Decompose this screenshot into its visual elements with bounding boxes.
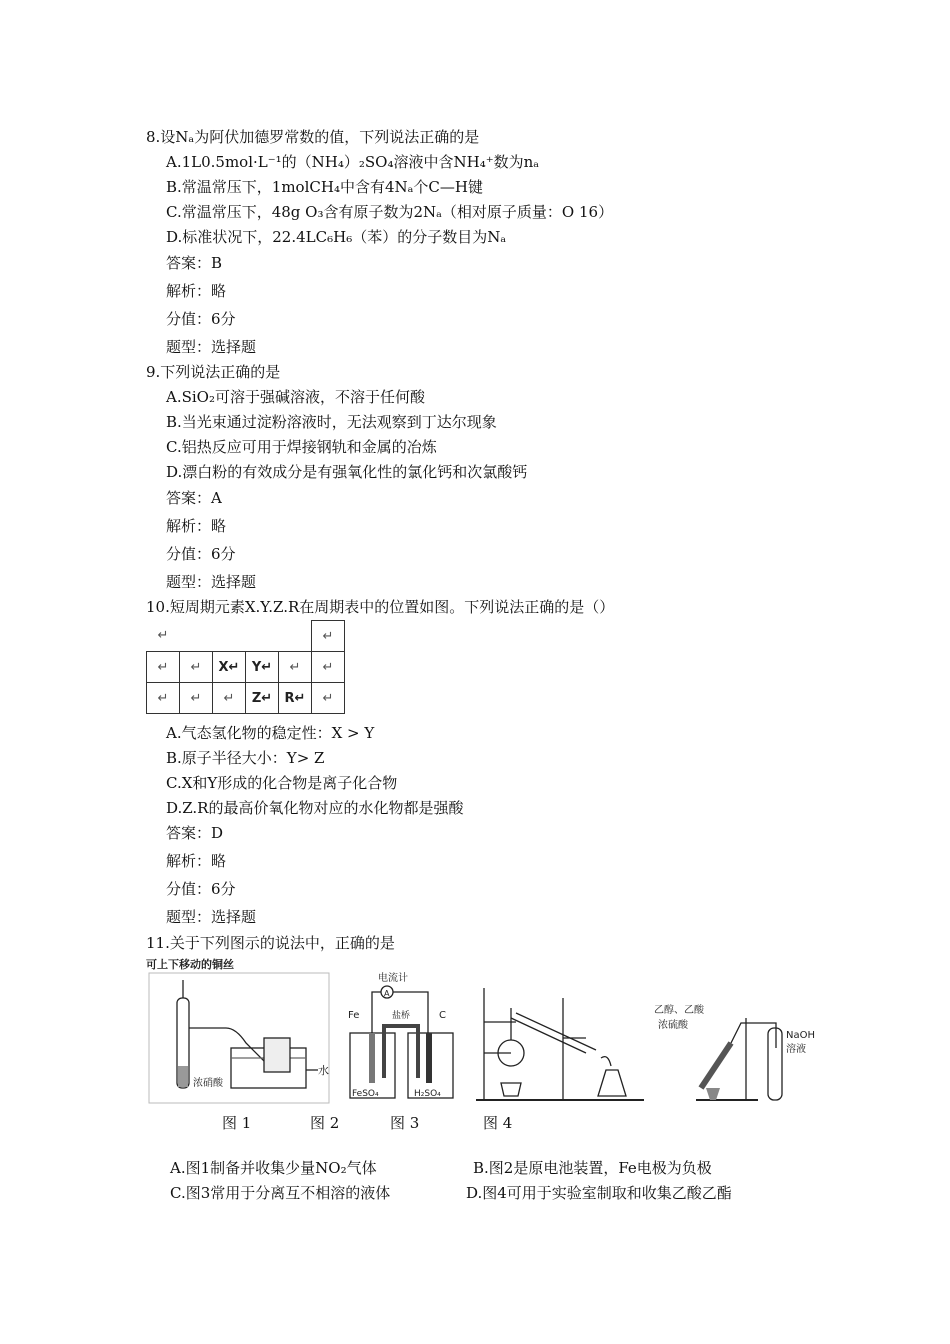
table-cell — [180, 621, 213, 652]
periodic-table-fragment — [146, 620, 345, 714]
table-cell: ↵ — [312, 652, 345, 683]
fig-label-conc-nitric: 浓硝酸 — [193, 1078, 223, 1089]
table-cell: ↵ — [279, 652, 312, 683]
caption-fig-3: 图 3 — [390, 1114, 420, 1132]
table-cell — [213, 621, 246, 652]
q11-option-c: C.图3常用于分离互不相溶的液体 — [170, 1184, 391, 1202]
q10-stem: 10.短周期元素X.Y.Z.R在周期表中的位置如图。下列说法正确的是（） — [146, 598, 615, 616]
q11-option-d: D.图4可用于实验室制取和收集乙酸乙酯 — [466, 1184, 732, 1202]
table-cell: ↵ — [213, 683, 246, 714]
q10-option-b: B.原子半径大小：Y> Z — [166, 749, 325, 767]
q9-option-d: D.漂白粉的有效成分是有强氧化性的氯化钙和次氯酸钙 — [166, 463, 528, 481]
fig-label-ammeter: 电流计 — [378, 973, 408, 984]
element-y: Y↵ — [246, 652, 279, 683]
figure-3-distillation — [476, 988, 644, 1100]
table-cell: ↵ — [180, 652, 213, 683]
q10-option-a: A.气态氢化物的稳定性：X > Y — [166, 724, 375, 742]
q10-option-c: C.X和Y形成的化合物是离子化合物 — [166, 774, 398, 792]
table-cell: ↵ — [147, 683, 180, 714]
fig-label-naoh-2: 溶液 — [786, 1044, 806, 1055]
fig-label-naoh-1: NaOH — [786, 1030, 815, 1041]
q10-type: 题型：选择题 — [166, 908, 257, 926]
q8-type: 题型：选择题 — [166, 338, 257, 356]
table-row — [147, 621, 345, 652]
q8-score: 分值：6分 — [166, 310, 236, 328]
fig-label-h2so4: H₂SO₄ — [414, 1089, 441, 1099]
q8-stem: 8.设Nₐ为阿伏加德罗常数的值，下列说法正确的是 — [146, 128, 480, 146]
q9-score: 分值：6分 — [166, 545, 236, 563]
q9-type: 题型：选择题 — [166, 573, 257, 591]
caption-fig-1: 图 1 — [222, 1114, 252, 1132]
table-cell: ↵ — [312, 621, 345, 652]
fig-label-feso4: FeSO₄ — [352, 1089, 379, 1099]
q8-option-c: C.常温常压下，48g O₃含有原子数为2Nₐ（相对原子质量：O 16） — [166, 203, 614, 221]
table-cell: ↵ — [180, 683, 213, 714]
element-z: Z↵ — [246, 683, 279, 714]
q8-analysis: 解析：略 — [166, 282, 227, 300]
q9-option-a: A.SiO₂可溶于强碱溶液，不溶于任何酸 — [166, 388, 425, 406]
fig-label-reagents-2: 浓硫酸 — [658, 1020, 688, 1031]
q9-option-b: B.当光束通过淀粉溶液时，无法观察到丁达尔现象 — [166, 413, 497, 431]
fig-label-fe: Fe — [348, 1010, 360, 1021]
table-cell: ↵ — [312, 683, 345, 714]
fig-label-copper-wire: 可上下移动的铜丝 — [146, 958, 234, 971]
q11-option-a: A.图1制备并收集少量NO₂气体 — [170, 1159, 377, 1177]
element-r: R↵ — [279, 683, 312, 714]
table-cell — [246, 621, 279, 652]
caption-fig-4: 图 4 — [483, 1114, 513, 1132]
q11-stem: 11.关于下列图示的说法中，正确的是 — [146, 934, 395, 952]
fig-label-reagents-1: 乙醇、乙酸 — [654, 1005, 704, 1016]
q10-analysis: 解析：略 — [166, 852, 227, 870]
svg-text:A: A — [384, 989, 390, 998]
q8-answer: 答案：B — [166, 254, 223, 272]
q9-answer: 答案：A — [166, 489, 222, 507]
fig-label-c: C — [439, 1010, 446, 1021]
q11-option-b: B.图2是原电池装置，Fe电极为负极 — [473, 1159, 712, 1177]
figure-2-galvanic-cell — [348, 971, 453, 1099]
figure-1-apparatus — [146, 957, 329, 1103]
table-cell: ↵ — [157, 628, 169, 644]
q10-answer: 答案：D — [166, 824, 224, 842]
q10-option-d: D.Z.R的最高价氧化物对应的水化物都是强酸 — [166, 799, 464, 817]
table-cell: ↵ — [147, 652, 180, 683]
q9-analysis: 解析：略 — [166, 517, 227, 535]
q8-option-a: A.1L0.5mol·L⁻¹的（NH₄）₂SO₄溶液中含NH₄⁺数为nₐ — [166, 153, 540, 171]
table-row — [147, 683, 345, 714]
caption-fig-2: 图 2 — [310, 1114, 340, 1132]
table-row — [147, 652, 345, 683]
q9-stem: 9.下列说法正确的是 — [146, 363, 281, 381]
fig-label-salt-bridge: 盐桥 — [392, 1011, 411, 1021]
q10-score: 分值：6分 — [166, 880, 236, 898]
q8-option-b: B.常温常压下，1molCH₄中含有4Nₐ个C—H键 — [166, 178, 483, 196]
apparatus-figures — [146, 958, 815, 1108]
q8-option-d: D.标准状况下，22.4LC₆H₆（苯）的分子数目为Nₐ — [166, 228, 507, 246]
element-x: X↵ — [213, 652, 246, 683]
fig-label-water: 水 — [318, 1064, 329, 1077]
figure-4-ester-apparatus — [654, 1003, 815, 1100]
table-cell — [279, 621, 312, 652]
q9-option-c: C.铝热反应可用于焊接钢轨和金属的冶炼 — [166, 438, 437, 456]
